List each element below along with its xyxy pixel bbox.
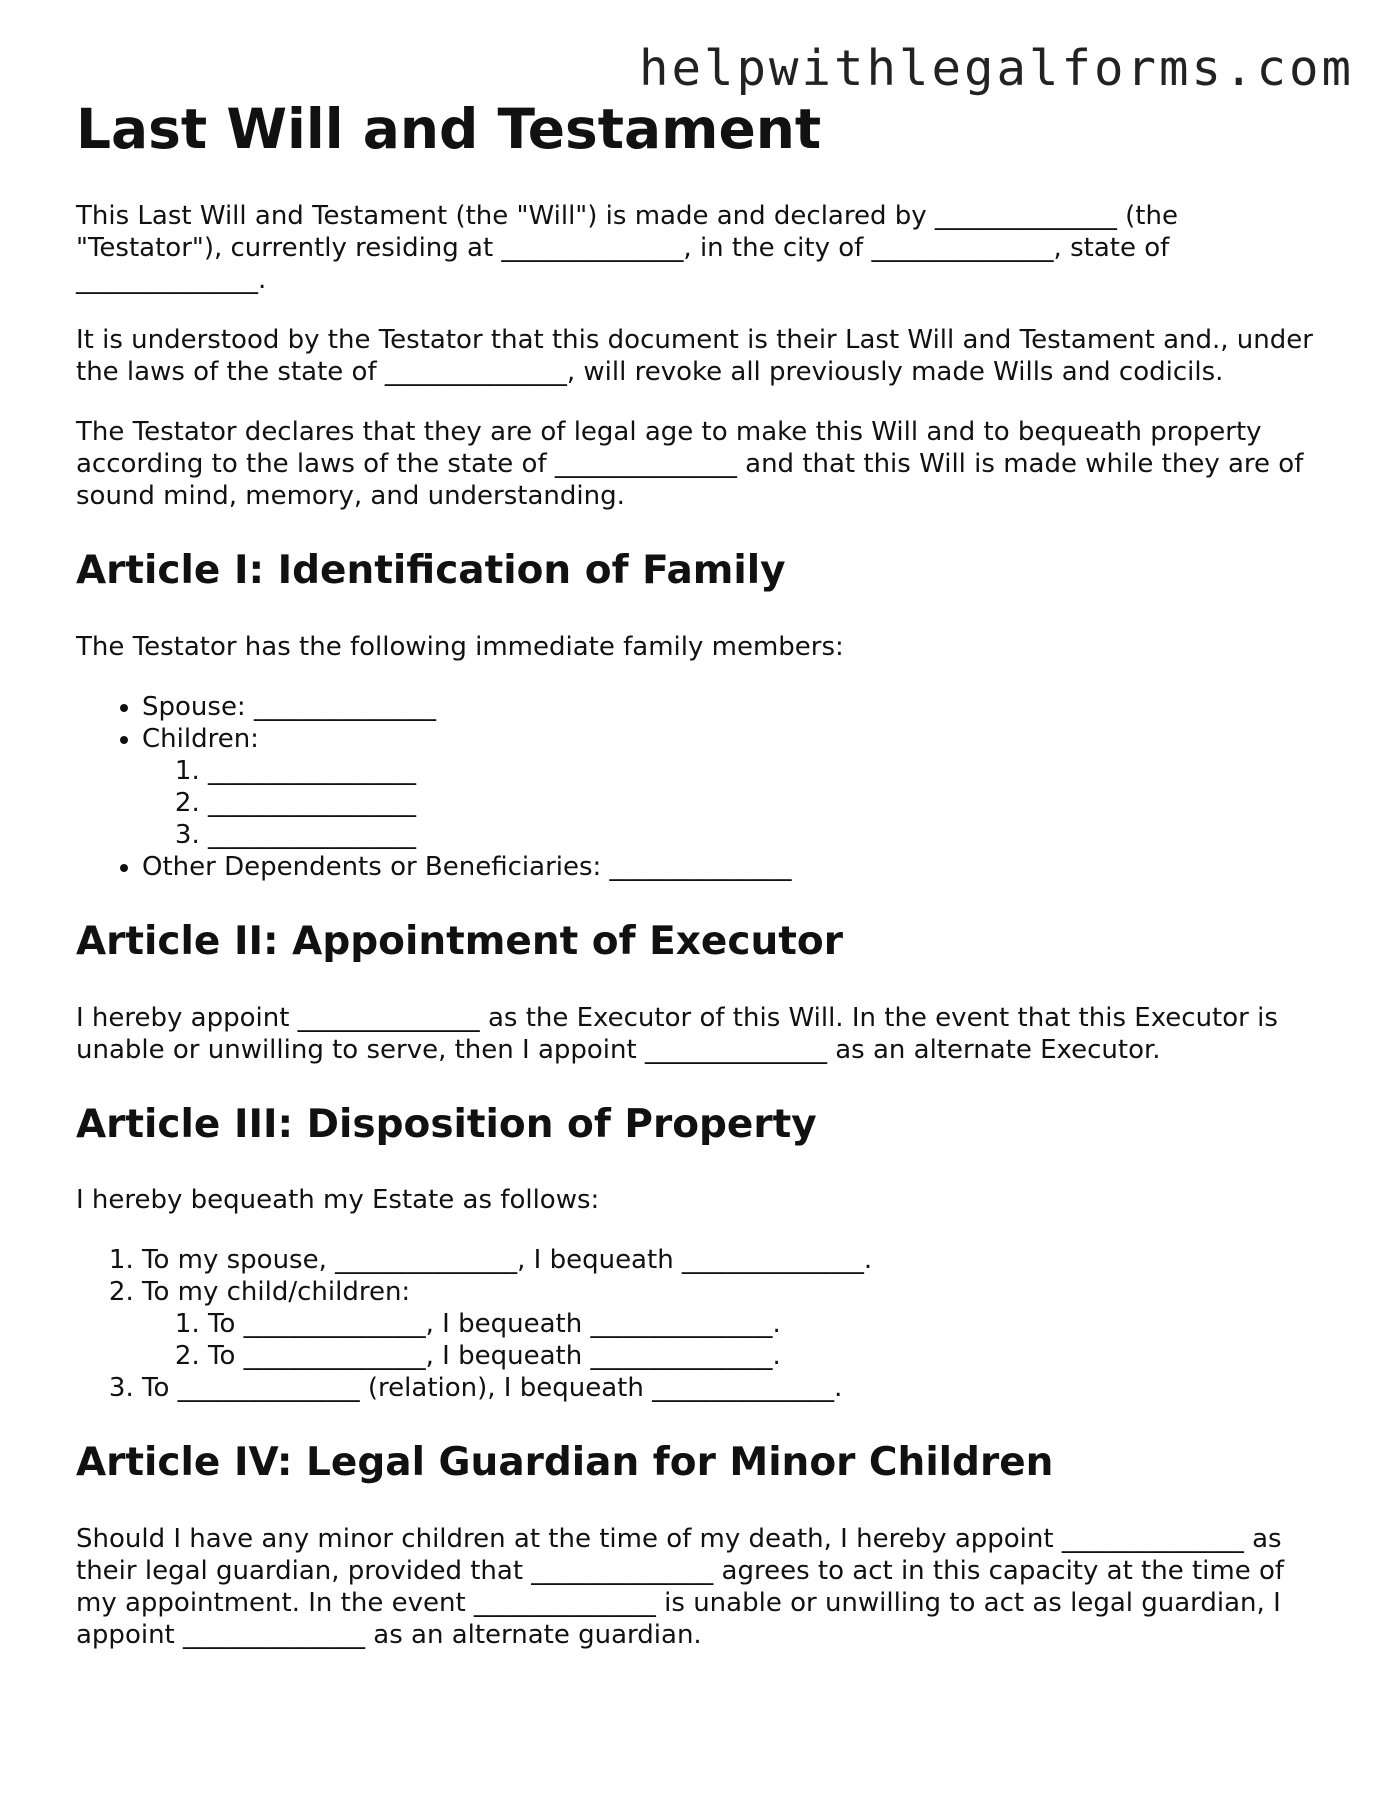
bequest-list	[76, 1244, 1326, 1404]
watermark: helpwithlegalforms.com	[638, 40, 1354, 97]
article-2-heading: Article II: Appointment of Executor	[76, 918, 843, 964]
article-4-text: Should I have any minor children at the time of my death, I hereby appoint ______________ as their legal guardian, provided that ______________ agrees to act in this capacity at the time of my appointment. In the event ______________ is unable or unwilling to act as legal guardian, I appoint ______________ as an alternate guardian.	[76, 1524, 1285, 1651]
intro-paragraph-2: It is understood by the Testator that this document is their Last Will and Testament and., under the laws of the state of ______________, will revoke all previously made Wills and codicils.	[76, 325, 1313, 387]
article-4-heading: Article IV: Legal Guardian for Minor Children	[76, 1440, 1054, 1486]
bequest-child-2: 2. To ______________, I bequeath ______________.	[208, 1340, 1326, 1372]
document-title: Last Will and Testament	[76, 97, 822, 161]
family-list	[76, 691, 1326, 883]
document-body	[76, 96, 1326, 1679]
intro-paragraph-3: The Testator declares that they are of legal age to make this Will and to bequeath property according to the laws of the state of ______________ and that this Will is made while they are of sound mind, memory, and understanding.	[76, 417, 1304, 511]
article-2-text: I hereby appoint ______________ as the Executor of this Will. In the event that this Executor is unable or unwilling to serve, then I appoint ______________ as an alternate Executor.	[76, 1002, 1278, 1065]
children-list	[142, 755, 1326, 851]
family-spouse: • Spouse: ______________	[142, 691, 1326, 723]
family-other: • Other Dependents or Beneficiaries: ______________	[142, 851, 1326, 883]
child-blank-3: 3. ________________	[208, 819, 1326, 851]
bequest-children-label: To my child/children:	[142, 1277, 411, 1308]
article-3-heading: Article III: Disposition of Property	[76, 1101, 817, 1147]
child-blank-1: 1. ________________	[208, 755, 1326, 787]
family-children	[142, 723, 1326, 851]
article-3-lead: I hereby bequeath my Estate as follows:	[76, 1185, 600, 1216]
bequest-relation: 3. To ______________ (relation), I bequeath ______________.	[142, 1372, 1326, 1404]
article-1-heading: Article I: Identification of Family	[76, 548, 786, 593]
intro-paragraph-1: This Last Will and Testament (the "Will") is made and declared by ______________ (the "Testator"), currently residing at ______________, in the city of ______________, state of ______________.	[76, 201, 1178, 295]
family-children-label: Children:	[142, 723, 259, 754]
article-1-lead: The Testator has the following immediate family members:	[76, 631, 844, 662]
bequest-spouse: 1. To my spouse, ______________, I bequeath ______________.	[142, 1244, 1326, 1276]
bequest-children-list	[142, 1308, 1326, 1372]
bequest-child-1: 1. To ______________, I bequeath ______________.	[208, 1308, 1326, 1340]
child-blank-2: 2. ________________	[208, 787, 1326, 819]
bequest-children	[142, 1276, 1326, 1372]
